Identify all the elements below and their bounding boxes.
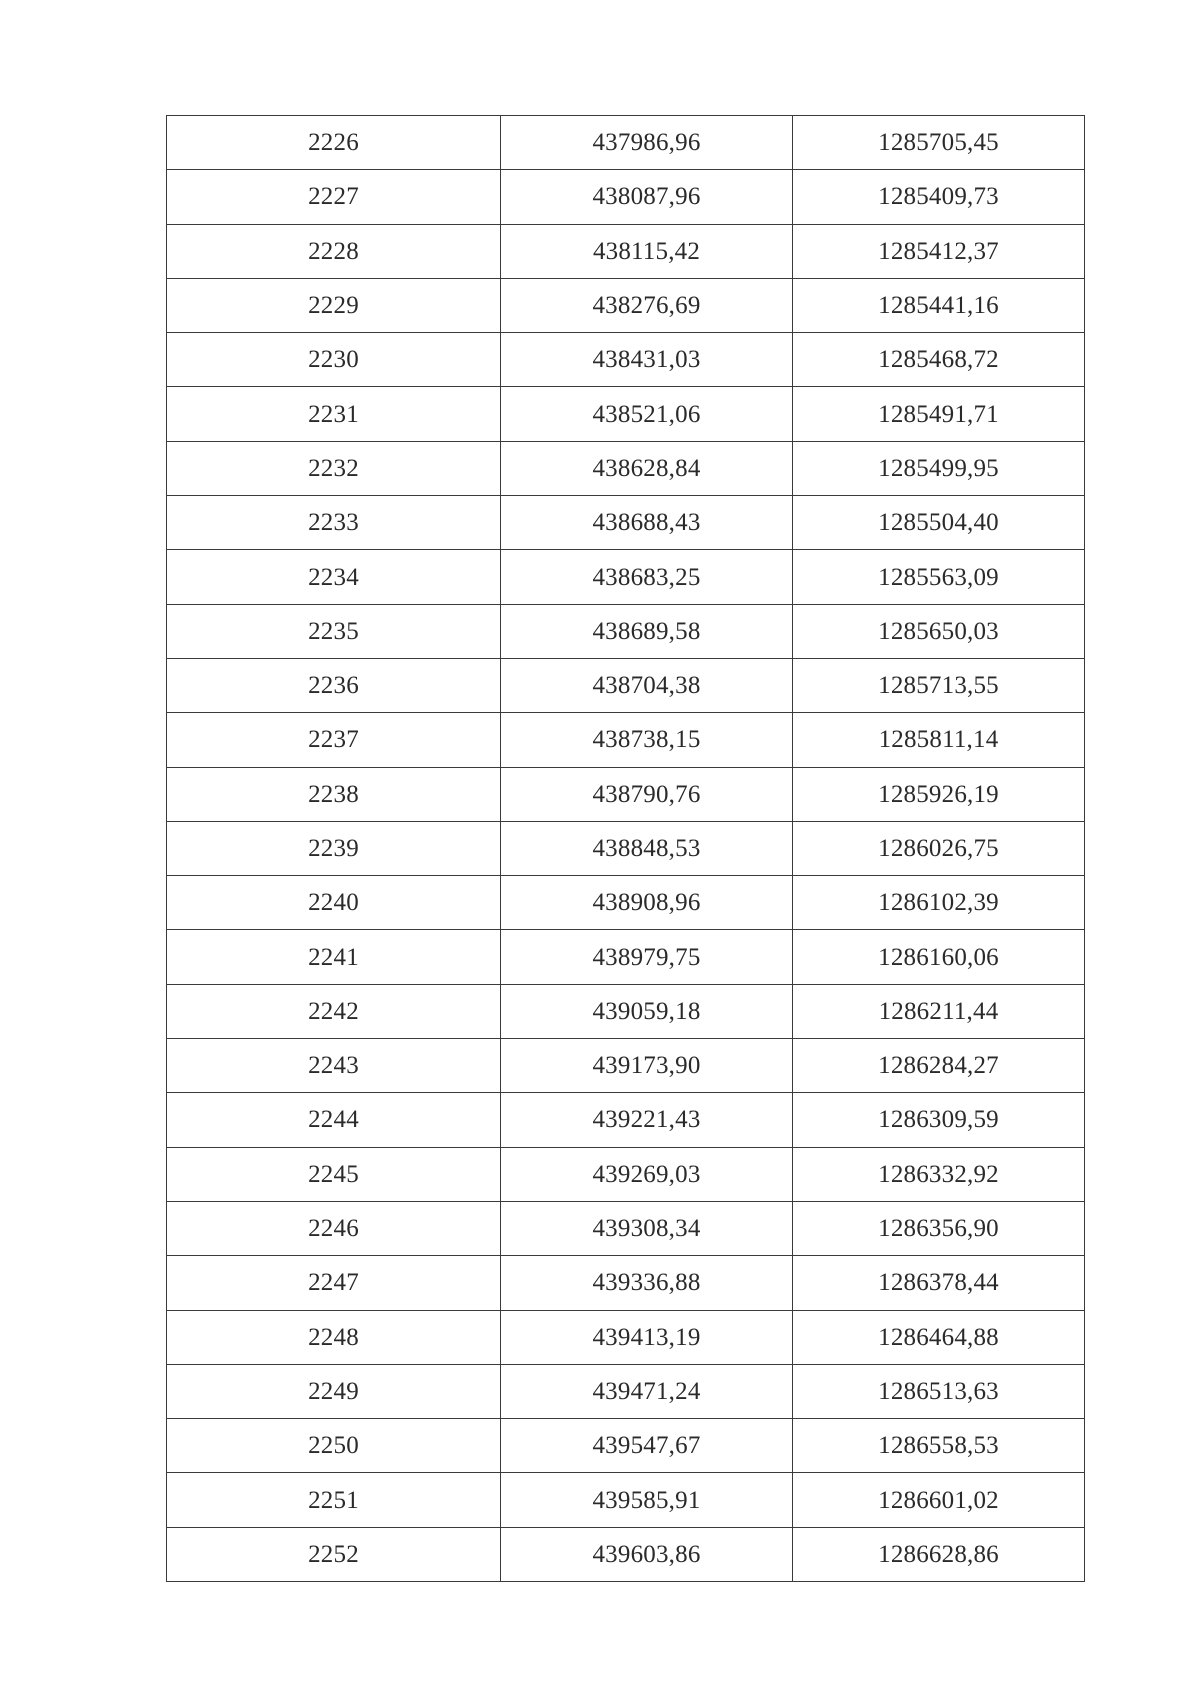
x-coordinate-cell: 439059,18 <box>501 984 793 1038</box>
y-coordinate-cell: 1285504,40 <box>793 496 1085 550</box>
table-row <box>167 876 1085 930</box>
table-row <box>167 441 1085 495</box>
y-coordinate-cell: 1285409,73 <box>793 170 1085 224</box>
table-row <box>167 1473 1085 1527</box>
y-coordinate-cell: 1285713,55 <box>793 658 1085 712</box>
point-number-cell: 2243 <box>167 1039 501 1093</box>
x-coordinate-cell: 438689,58 <box>501 604 793 658</box>
y-coordinate-cell: 1286378,44 <box>793 1256 1085 1310</box>
y-coordinate-cell: 1285468,72 <box>793 333 1085 387</box>
point-number-cell: 2233 <box>167 496 501 550</box>
point-number-cell: 2242 <box>167 984 501 1038</box>
y-coordinate-cell: 1286309,59 <box>793 1093 1085 1147</box>
x-coordinate-cell: 438738,15 <box>501 713 793 767</box>
table-row <box>167 496 1085 550</box>
x-coordinate-cell: 438521,06 <box>501 387 793 441</box>
y-coordinate-cell: 1286102,39 <box>793 876 1085 930</box>
table-row <box>167 984 1085 1038</box>
coordinates-table-body <box>167 116 1085 1582</box>
y-coordinate-cell: 1286601,02 <box>793 1473 1085 1527</box>
x-coordinate-cell: 438848,53 <box>501 821 793 875</box>
table-row <box>167 333 1085 387</box>
point-number-cell: 2232 <box>167 441 501 495</box>
point-number-cell: 2235 <box>167 604 501 658</box>
table-row <box>167 767 1085 821</box>
x-coordinate-cell: 438683,25 <box>501 550 793 604</box>
table-row <box>167 1419 1085 1473</box>
point-number-cell: 2230 <box>167 333 501 387</box>
x-coordinate-cell: 439413,19 <box>501 1310 793 1364</box>
table-row <box>167 1093 1085 1147</box>
y-coordinate-cell: 1286356,90 <box>793 1201 1085 1255</box>
y-coordinate-cell: 1286464,88 <box>793 1310 1085 1364</box>
table-row <box>167 1310 1085 1364</box>
x-coordinate-cell: 439547,67 <box>501 1419 793 1473</box>
y-coordinate-cell: 1286628,86 <box>793 1527 1085 1581</box>
table-row <box>167 387 1085 441</box>
y-coordinate-cell: 1286558,53 <box>793 1419 1085 1473</box>
table-row <box>167 1527 1085 1581</box>
point-number-cell: 2252 <box>167 1527 501 1581</box>
table-row <box>167 930 1085 984</box>
y-coordinate-cell: 1285441,16 <box>793 278 1085 332</box>
point-number-cell: 2237 <box>167 713 501 767</box>
table-row <box>167 224 1085 278</box>
y-coordinate-cell: 1285491,71 <box>793 387 1085 441</box>
x-coordinate-cell: 438908,96 <box>501 876 793 930</box>
point-number-cell: 2231 <box>167 387 501 441</box>
x-coordinate-cell: 439173,90 <box>501 1039 793 1093</box>
y-coordinate-cell: 1285811,14 <box>793 713 1085 767</box>
y-coordinate-cell: 1286332,92 <box>793 1147 1085 1201</box>
point-number-cell: 2227 <box>167 170 501 224</box>
point-number-cell: 2226 <box>167 116 501 170</box>
x-coordinate-cell: 438276,69 <box>501 278 793 332</box>
y-coordinate-cell: 1286284,27 <box>793 1039 1085 1093</box>
point-number-cell: 2229 <box>167 278 501 332</box>
point-number-cell: 2248 <box>167 1310 501 1364</box>
x-coordinate-cell: 439471,24 <box>501 1364 793 1418</box>
x-coordinate-cell: 439308,34 <box>501 1201 793 1255</box>
y-coordinate-cell: 1285705,45 <box>793 116 1085 170</box>
x-coordinate-cell: 438628,84 <box>501 441 793 495</box>
x-coordinate-cell: 438688,43 <box>501 496 793 550</box>
y-coordinate-cell: 1285926,19 <box>793 767 1085 821</box>
table-row <box>167 821 1085 875</box>
y-coordinate-cell: 1285412,37 <box>793 224 1085 278</box>
point-number-cell: 2244 <box>167 1093 501 1147</box>
point-number-cell: 2240 <box>167 876 501 930</box>
table-row <box>167 170 1085 224</box>
table-row <box>167 1256 1085 1310</box>
x-coordinate-cell: 439269,03 <box>501 1147 793 1201</box>
x-coordinate-cell: 438979,75 <box>501 930 793 984</box>
table-row <box>167 116 1085 170</box>
x-coordinate-cell: 439221,43 <box>501 1093 793 1147</box>
table-row <box>167 1039 1085 1093</box>
y-coordinate-cell: 1286211,44 <box>793 984 1085 1038</box>
y-coordinate-cell: 1285499,95 <box>793 441 1085 495</box>
point-number-cell: 2228 <box>167 224 501 278</box>
point-number-cell: 2251 <box>167 1473 501 1527</box>
point-number-cell: 2247 <box>167 1256 501 1310</box>
table-row <box>167 604 1085 658</box>
point-number-cell: 2245 <box>167 1147 501 1201</box>
x-coordinate-cell: 438087,96 <box>501 170 793 224</box>
point-number-cell: 2241 <box>167 930 501 984</box>
y-coordinate-cell: 1286513,63 <box>793 1364 1085 1418</box>
point-number-cell: 2239 <box>167 821 501 875</box>
x-coordinate-cell: 437986,96 <box>501 116 793 170</box>
point-number-cell: 2238 <box>167 767 501 821</box>
x-coordinate-cell: 438790,76 <box>501 767 793 821</box>
table-row <box>167 713 1085 767</box>
table-row <box>167 658 1085 712</box>
point-number-cell: 2249 <box>167 1364 501 1418</box>
y-coordinate-cell: 1286160,06 <box>793 930 1085 984</box>
y-coordinate-cell: 1286026,75 <box>793 821 1085 875</box>
coordinates-table <box>166 115 1085 1582</box>
table-row <box>167 1201 1085 1255</box>
x-coordinate-cell: 439336,88 <box>501 1256 793 1310</box>
table-row <box>167 278 1085 332</box>
y-coordinate-cell: 1285650,03 <box>793 604 1085 658</box>
point-number-cell: 2250 <box>167 1419 501 1473</box>
table-row <box>167 550 1085 604</box>
table-row <box>167 1364 1085 1418</box>
x-coordinate-cell: 439603,86 <box>501 1527 793 1581</box>
x-coordinate-cell: 438704,38 <box>501 658 793 712</box>
x-coordinate-cell: 438115,42 <box>501 224 793 278</box>
point-number-cell: 2246 <box>167 1201 501 1255</box>
y-coordinate-cell: 1285563,09 <box>793 550 1085 604</box>
table-row <box>167 1147 1085 1201</box>
x-coordinate-cell: 438431,03 <box>501 333 793 387</box>
point-number-cell: 2234 <box>167 550 501 604</box>
point-number-cell: 2236 <box>167 658 501 712</box>
x-coordinate-cell: 439585,91 <box>501 1473 793 1527</box>
